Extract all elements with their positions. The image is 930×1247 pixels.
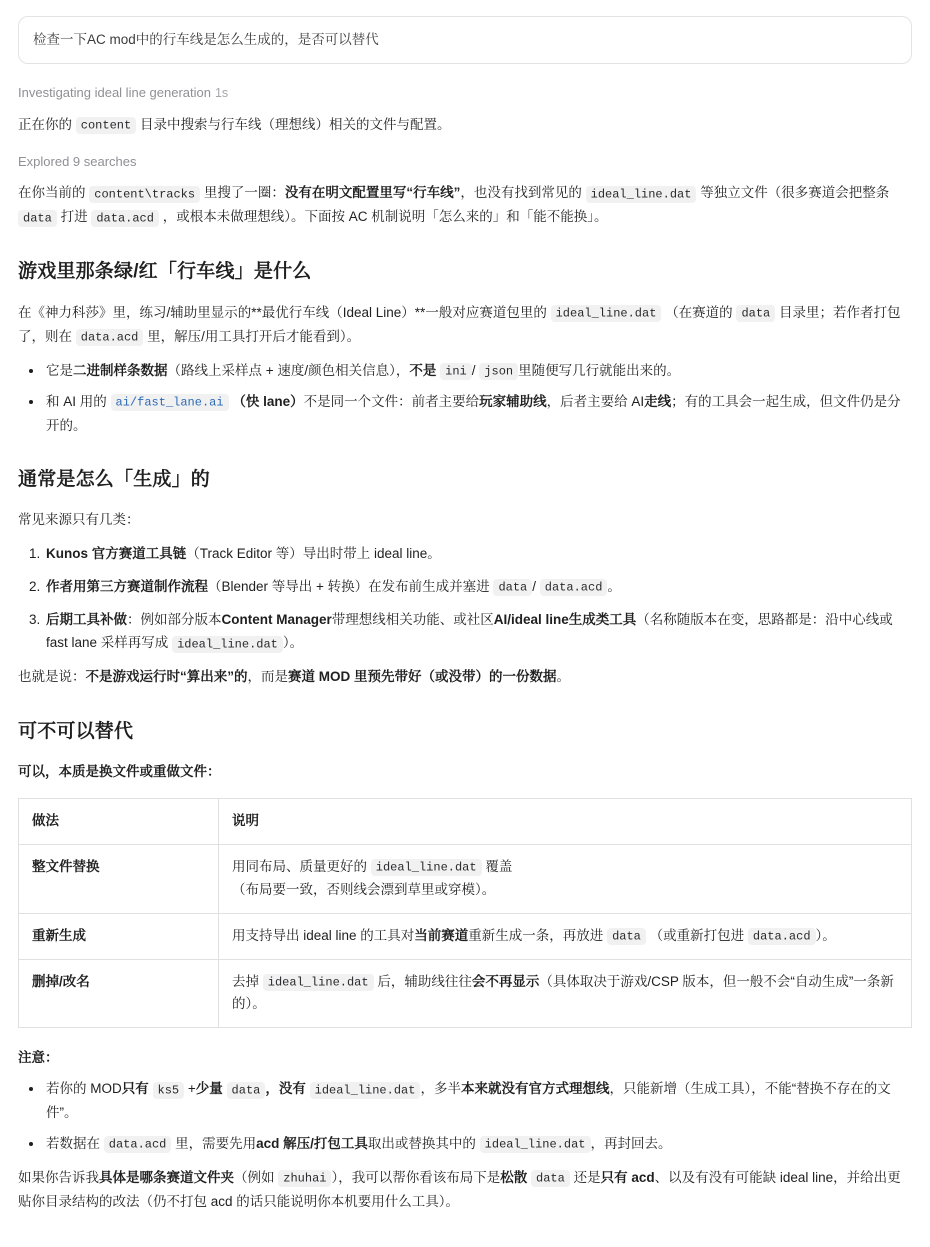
list-item [44, 1077, 912, 1125]
prompt-input[interactable] [18, 16, 912, 64]
table-header-row [19, 798, 912, 844]
intro-search-line [18, 113, 912, 137]
s1-b1-bold1: （快 lane） [232, 393, 304, 409]
s1-b1-c: 不是同一个文件：前者主要给 [303, 393, 480, 409]
s2-concl-c: ，而是 [247, 669, 288, 685]
s1-b0-a: 它是 [46, 362, 73, 378]
summary-a: 在你当前的 [18, 185, 86, 201]
n1-bold: acd 解压/打包工具 [256, 1135, 368, 1151]
code-data-acd-3: data.acd [540, 579, 608, 596]
closing-paragraph [18, 1166, 912, 1214]
table-header-desc: 说明 [219, 798, 912, 844]
r0-a: 用同布局、质量更好的 [232, 858, 367, 874]
cl-bold3: 只有 acd [600, 1169, 655, 1185]
r1-a: 用支持导出 ideal line 的工具对 [232, 927, 415, 943]
table-cell-desc [219, 913, 912, 959]
code-ideal-line-dat-7: ideal_line.dat [480, 1136, 591, 1153]
code-ks5: ks5 [153, 1082, 185, 1099]
s2-i2-e: ）。 [282, 635, 304, 651]
n0-a: 若你的 MOD [46, 1081, 122, 1096]
summary-b: 里搜了一圈： [203, 185, 285, 201]
s1-b0-d: / [471, 362, 476, 378]
code-data-dir-2: data [736, 305, 775, 322]
n0-e: ，多半 [420, 1081, 461, 1096]
code-ideal-line-dat-5: ideal_line.dat [263, 974, 374, 991]
n0-f: ，只能新增（生成工具），不能“替换不存在的文件”。 [46, 1081, 891, 1120]
list-item [44, 1132, 912, 1156]
code-data-acd-2: data.acd [76, 329, 144, 346]
s2-i1-a: （Blender 等导出 + 转换）在发布前生成并塞进 [208, 578, 490, 594]
code-data-acd-4: data.acd [748, 928, 816, 945]
status-investigating[interactable] [18, 82, 912, 105]
s2-i1-c: 。 [607, 578, 621, 594]
summary-bold-1: 没有在明文配置里写“行车线” [284, 185, 461, 201]
code-ideal-line-dat-3: ideal_line.dat [172, 636, 283, 653]
s1-b0-e: 里随便写几行就能出来的。 [518, 362, 681, 378]
n1-b: 里，需要先用 [175, 1135, 257, 1151]
table-row [19, 844, 912, 913]
status-explored[interactable] [18, 151, 912, 174]
status-investigating-label: Investigating ideal line generation [18, 84, 211, 100]
code-json: json [479, 363, 518, 380]
s1-b0-bold1: 二进制样条数据 [73, 362, 168, 378]
status-explored-label: Explored 9 searches [18, 153, 137, 169]
s1-b1-bold2: 玩家辅助线 [479, 393, 547, 409]
code-ideal-line-dat-1: ideal_line.dat [586, 186, 697, 203]
s1-b1-a: 和 AI 用的 [46, 393, 107, 409]
r1-bold: 当前赛道 [414, 927, 469, 943]
s3-lead-bold: 本质是换文件或重做文件 [58, 764, 207, 780]
s1-d: 里，解压/用工具打开后才能看到）。 [147, 328, 361, 344]
code-ideal-line-dat-4: ideal_line.dat [371, 859, 482, 876]
list-item [44, 608, 912, 656]
r0-b: 覆盖 [485, 858, 513, 874]
code-data-dir-6: data [531, 1170, 570, 1187]
summary-d: 等独立文件（很多赛道会把整条 [700, 185, 890, 201]
s2-i2-d: （名称随版本在变，思路都是：沿中心线或 fast lane 采样再写成 [46, 611, 893, 651]
code-data-dir-4: data [607, 928, 646, 945]
summary-c: ，也没有找到常见的 [460, 185, 582, 201]
n1-d: ，再封回去。 [590, 1135, 672, 1151]
section-3-title: 可不可以替代 [18, 720, 134, 742]
s2-i2-bold2: Content Manager [221, 611, 332, 627]
n0-bold4: 本来就没有官方式理想线 [460, 1081, 610, 1096]
cl-d: ），我可以帮你看该布局下是 [331, 1169, 501, 1185]
s2-concl-bold1: 不是游戏运行时“算出来”的 [85, 669, 248, 685]
table-cell-desc [219, 959, 912, 1028]
r1-c: （或重新打包进 [649, 927, 745, 943]
table-cell-method: 删掉/改名 [19, 959, 219, 1028]
s2-concl-a: 也就是说： [18, 669, 86, 685]
n0-bold2: 少量 [195, 1081, 223, 1096]
r1-d: ）。 [815, 927, 836, 943]
cl-a: 如果你告诉我 [18, 1169, 99, 1185]
notes-title: 注意： [18, 1050, 59, 1066]
summary-f: ，或根本未做理想线）。下面按 AC 机制说明「怎么来的」和「能不能换」。 [162, 209, 608, 225]
methods-table [18, 798, 912, 1029]
s3-lead-c: ： [207, 764, 221, 780]
s1-b: （在赛道的 [665, 304, 733, 320]
table-cell-desc [219, 844, 912, 913]
n0-bold1: 只有 [121, 1081, 149, 1096]
table-row [19, 913, 912, 959]
s1-a: 在《神力科莎》里，练习/辅助里显示的**最优行车线（Ideal Line）**一般对应赛道包里的 [18, 304, 547, 320]
s2-i2-bold4: 生成类工具 [568, 611, 637, 627]
s2-i0-rest: （Track Editor 等）导出时带上 ideal line。 [186, 546, 441, 561]
r2-c: （具体取决于游戏/CSP 版本，但一般不会“自动生成”一条新的）。 [232, 973, 894, 1012]
s2-i1-b: / [532, 578, 537, 594]
s2-concl-d: 。 [556, 669, 570, 685]
section-1-title: 游戏里那条绿/红「行车线」是什么 [18, 261, 312, 283]
n0-c: + [187, 1081, 196, 1096]
n0-bold3: 没有 [278, 1081, 306, 1096]
s1-b1-e: ；有的工具会一起生成，但文件仍是分开的。 [46, 393, 901, 433]
notes-list [18, 1077, 912, 1156]
code-data-acd-5: data.acd [104, 1136, 172, 1153]
list-item [44, 542, 912, 566]
code-ideal-line-dat-6: ideal_line.dat [310, 1082, 421, 1099]
code-content-dir: content [76, 117, 136, 134]
section-2-conclusion [18, 665, 912, 689]
section-3-lead [18, 760, 912, 784]
s2-i1-bold: 作者用第三方赛道制作流程 [46, 578, 208, 594]
section-1-paragraph [18, 301, 912, 349]
s3-lead-a: 可以， [18, 764, 59, 780]
r1-b: 重新生成一条，再放进 [468, 927, 604, 943]
s2-i2-bold3: AI/ideal line [493, 611, 569, 627]
s2-i2-a: ：例如部分版本 [127, 611, 222, 627]
intro-text-b: 目录中搜索与行车线（理想线）相关的文件与配置。 [139, 116, 451, 132]
intro-text-a: 正在你的 [18, 116, 72, 132]
summary-e: 打进 [60, 209, 88, 225]
status-investigating-duration: 1s [214, 85, 229, 100]
s2-i0-bold: Kunos 官方赛道工具链 [46, 546, 187, 561]
code-ideal-line-dat-2: ideal_line.dat [551, 305, 662, 322]
code-ini: ini [440, 363, 472, 380]
n0-d: ， [265, 1081, 279, 1096]
list-item [44, 359, 912, 383]
cl-bold2: 松散 [500, 1169, 528, 1185]
cl-c: （例如 [234, 1169, 275, 1185]
code-content-tracks: content\tracks [89, 186, 200, 203]
r0-c: （布局要一致，否则线会漂到草里或穿模）。 [232, 881, 496, 897]
code-data-dir-3: data [493, 579, 532, 596]
s2-i2-b: 带理想线相关功能、或社区 [331, 611, 494, 627]
cl-f: 、以及有没有可能缺 ideal line，并给出更贴你目录结构的改法（仍不打包 acd 的话只能说明你本机要用什么工具）。 [18, 1169, 901, 1209]
summary-paragraph [18, 181, 912, 229]
code-data-acd-1: data.acd [91, 210, 159, 227]
r2-bold: 会不再显示 [471, 973, 540, 989]
list-item [44, 390, 912, 438]
s2-concl-bold2: 赛道 MOD 里预先带好（或没带）的一份数据 [288, 669, 557, 685]
prompt-text: 检查一下AC mod中的行车线是怎么生成的，是否可以替代 [33, 32, 379, 47]
code-zhuhai: zhuhai [278, 1170, 331, 1187]
section-2-lead: 常见来源只有几类： [18, 512, 140, 528]
s1-b1-d: ，后者主要给 AI [546, 393, 645, 409]
s1-b0-c: （路线上采样点 + 速度/颜色相关信息）， [167, 362, 410, 378]
r2-a: 去掉 [232, 973, 259, 989]
cl-e: 还是 [573, 1169, 601, 1185]
table-cell-method: 重新生成 [19, 913, 219, 959]
s1-b0-bold2: 不是 [409, 362, 437, 378]
code-data-dir-1: data [18, 210, 57, 227]
r2-b: 后，辅助线往往 [377, 973, 472, 989]
n1-c: 取出或替换其中的 [367, 1135, 476, 1151]
section-1-bullets [18, 359, 912, 438]
table-cell-method: 整文件替换 [19, 844, 219, 913]
s1-b1-bold3: 走线 [644, 393, 672, 409]
code-data-dir-5: data [227, 1082, 266, 1099]
s1-c: 目录里；若作者打包了，则在 [18, 304, 901, 344]
table-row [19, 959, 912, 1028]
section-2-list [18, 542, 912, 655]
s2-i2-bold: 后期工具补做 [46, 611, 127, 627]
section-2-title: 通常是怎么「生成」的 [18, 469, 211, 491]
list-item [44, 575, 912, 599]
n1-a: 若数据在 [46, 1135, 100, 1151]
table-header-method: 做法 [19, 798, 219, 844]
code-fast-lane-ai: ai/fast_lane.ai [111, 394, 229, 411]
cl-bold1: 具体是哪条赛道文件夹 [99, 1169, 234, 1185]
